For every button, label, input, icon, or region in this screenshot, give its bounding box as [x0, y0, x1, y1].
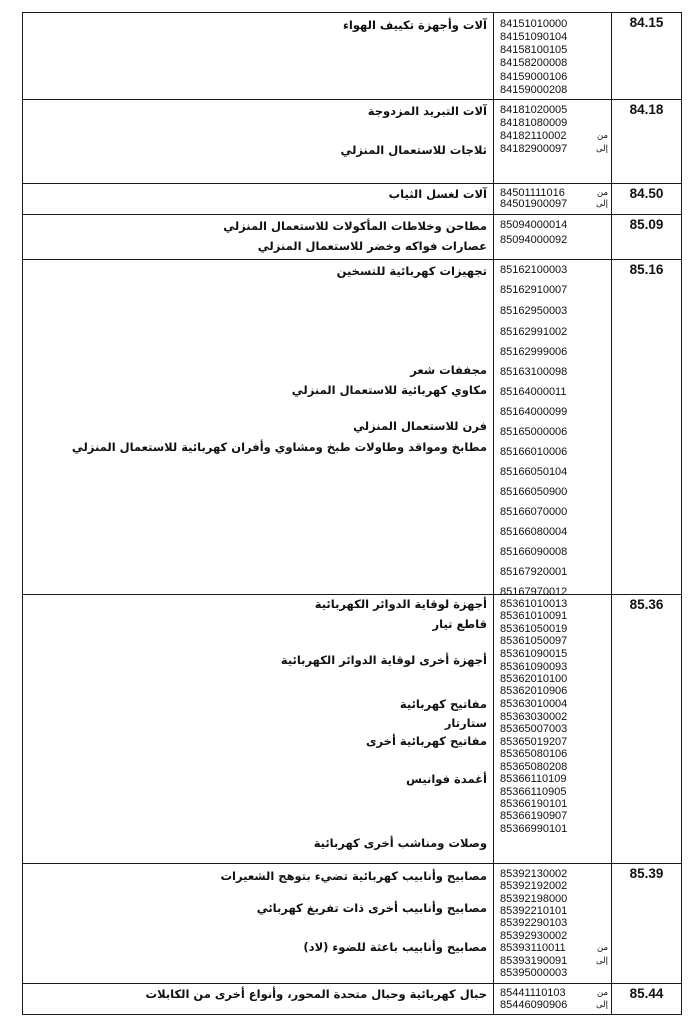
- tariff-code: 85361050019: [500, 623, 568, 635]
- tariff-code: 84182900097: [500, 143, 568, 155]
- tariff-code: 85165000006: [500, 426, 568, 438]
- tariff-code: 85393190091: [500, 955, 568, 967]
- description-cell: [23, 864, 494, 984]
- description-text: آلات وأجهزة تكييف الهواء: [343, 18, 487, 32]
- description-text: حبال كهربائية وحبال متحدة المحور، وأنواع أخرى من الكابلات: [145, 987, 487, 1001]
- tariff-code: 84151090104: [500, 31, 568, 43]
- heading-number: 85.09: [612, 215, 682, 260]
- description-cell: [23, 260, 494, 595]
- table-row: [23, 215, 682, 260]
- tariff-code: 85167970012: [500, 586, 568, 598]
- heading-number: 85.16: [612, 260, 682, 595]
- tariff-code: 85162100003: [500, 264, 568, 276]
- description-cell: [23, 13, 494, 100]
- range-prefix: من: [596, 131, 608, 141]
- tariff-code: 85362010906: [500, 685, 568, 697]
- tariff-code: 84181020005: [500, 104, 568, 116]
- description-text: قاطع تيار: [432, 617, 487, 631]
- tariff-code: 84501900097: [500, 198, 568, 210]
- tariff-code: 85392290103: [500, 917, 568, 929]
- tariff-code: 85167920001: [500, 566, 568, 578]
- description-text: مطابخ ومواقد وطاولات طبخ ومشاوي وأفران كهربائية للاستعمال المنزلي: [71, 440, 487, 454]
- table-row: [23, 864, 682, 984]
- heading-number: 85.44: [612, 984, 682, 1015]
- code-cell: [494, 260, 612, 598]
- tariff-code: 85166010006: [500, 446, 568, 458]
- tariff-code: 85361050097: [500, 635, 568, 647]
- description-text: آلات لغسل الثياب: [388, 187, 487, 201]
- tariff-code: 85162910007: [500, 284, 568, 296]
- tariff-code: 85365007003: [500, 723, 568, 735]
- description-text: مصابيح وأنابيب أخرى ذات تفريغ كهربائي: [256, 901, 487, 915]
- tariff-code: 84159000106: [500, 71, 568, 83]
- tariff-code: 85363030002: [500, 711, 568, 723]
- tariff-code: 85094000014: [500, 219, 568, 231]
- description-text: أغمدة فوانيس: [406, 772, 487, 786]
- tariff-code: 85366110905: [500, 786, 567, 798]
- description-cell: [23, 595, 494, 864]
- tariff-code: 85166070000: [500, 506, 568, 518]
- tariff-code: 85392210101: [500, 905, 568, 917]
- description-text: مفاتيح كهربائية: [399, 697, 487, 711]
- code-cell: [494, 184, 612, 215]
- tariff-code: 85163100098: [500, 366, 568, 378]
- tariff-code: 84151010000: [500, 18, 568, 30]
- description-cell: [23, 984, 494, 1015]
- tariff-code: 84181080009: [500, 117, 568, 129]
- description-text: مصابيح وأنابيب كهربائية تضيء بتوهج الشعيرات: [220, 869, 487, 883]
- range-prefix: من: [596, 188, 608, 198]
- heading-number: 84.50: [612, 184, 682, 215]
- tariff-code: 84159000208: [500, 84, 568, 96]
- code-cell: [494, 984, 612, 1015]
- table-row: [23, 13, 682, 100]
- description-text: مفاتيح كهربائية أخرى: [365, 734, 487, 748]
- heading-number: 85.36: [612, 595, 682, 864]
- description-text: وصلات ومناشب أخرى كهربائية: [313, 836, 487, 850]
- range-prefix: من: [596, 943, 608, 953]
- tariff-code: 85361010013: [500, 598, 568, 610]
- description-cell: [23, 215, 494, 260]
- tariff-code: 85361090093: [500, 661, 568, 673]
- code-cell: [494, 864, 612, 984]
- tariff-code: 85441110103: [500, 987, 566, 999]
- description-text: مصابيح وأنابيب باعثة للضوء (لاد): [303, 940, 487, 954]
- tariff-code: 85362010100: [500, 673, 568, 685]
- code-cell: [494, 215, 612, 260]
- range-prefix: من: [596, 988, 608, 998]
- tariff-code: 85166090008: [500, 546, 568, 558]
- tariff-code: 85395000003: [500, 967, 568, 979]
- description-text: آلات التبريد المزدوجة: [367, 104, 487, 118]
- tariff-code: 85363010004: [500, 698, 568, 710]
- tariff-code: 85162991002: [500, 326, 568, 338]
- description-text: تجهيزات كهربائية للتسخين: [336, 264, 487, 278]
- tariff-code: 84501111016: [500, 187, 565, 199]
- tariff-code: 85094000092: [500, 234, 568, 246]
- table-row: [23, 260, 682, 595]
- table-row: [23, 984, 682, 1015]
- tariff-code: 85361010091: [500, 610, 568, 622]
- heading-number: 84.15: [612, 13, 682, 100]
- tariff-code: 85392930002: [500, 930, 568, 942]
- tariff-code: 85366190907: [500, 810, 568, 822]
- tariff-code: 85164000011: [500, 386, 567, 398]
- range-prefix: إلى: [595, 956, 608, 966]
- tariff-code: 85392198000: [500, 893, 568, 905]
- tariff-code: 85392192002: [500, 880, 568, 892]
- tariff-code: 85365080106: [500, 748, 568, 760]
- table-row: [23, 595, 682, 864]
- code-cell: [494, 13, 612, 100]
- tariff-code: 85365080208: [500, 761, 568, 773]
- tariff-code: 85392130002: [500, 868, 568, 880]
- description-text: أجهزة لوقاية الدوائر الكهربائية: [314, 597, 487, 611]
- tariff-code: 85166050104: [500, 466, 568, 478]
- description-text: مكاوي كهربائية للاستعمال المنزلي: [291, 383, 487, 397]
- heading-number: 84.18: [612, 100, 682, 184]
- table-row: [23, 184, 682, 215]
- description-text: مجففات شعر: [410, 363, 487, 377]
- tariff-code: 85393110011: [500, 942, 566, 954]
- tariff-code: 85162950003: [500, 305, 568, 317]
- tariff-code: 85166050900: [500, 486, 568, 498]
- tariff-code: 84158200008: [500, 57, 568, 69]
- tariff-code: 84182110002: [500, 130, 567, 142]
- tariff-code: 85164000099: [500, 406, 568, 418]
- description-text: ستارتار: [444, 716, 487, 730]
- table-row: [23, 100, 682, 184]
- code-cell: [494, 100, 612, 184]
- description-cell: [23, 100, 494, 184]
- description-cell: [23, 184, 494, 215]
- range-prefix: إلى: [595, 144, 608, 154]
- description-text: عصارات فواكه وخضر للاستعمال المنزلي: [257, 239, 487, 253]
- description-text: أجهزة أخرى لوقاية الدوائر الكهربائية: [280, 653, 487, 667]
- tariff-code: 85366990101: [500, 823, 568, 835]
- description-text: فرن للاستعمال المنزلي: [353, 419, 487, 433]
- tariff-table: [22, 12, 682, 1015]
- tariff-code: 85361090015: [500, 648, 568, 660]
- range-prefix: إلى: [595, 1000, 608, 1010]
- tariff-code: 85366110109: [500, 773, 567, 785]
- description-text: مطاحن وخلاطات المأكولات للاستعمال المنزلي: [223, 219, 487, 233]
- range-prefix: إلى: [595, 199, 608, 209]
- heading-number: 85.39: [612, 864, 682, 984]
- tariff-code: 84158100105: [500, 44, 568, 56]
- tariff-code: 85366190101: [500, 798, 568, 810]
- code-cell: [494, 595, 612, 864]
- tariff-code: 85162999006: [500, 346, 568, 358]
- tariff-code: 85365019207: [500, 736, 568, 748]
- tariff-code: 85446090906: [500, 999, 568, 1011]
- tariff-code: 85166080004: [500, 526, 568, 538]
- description-text: ثلاجات للاستعمال المنزلي: [340, 143, 487, 157]
